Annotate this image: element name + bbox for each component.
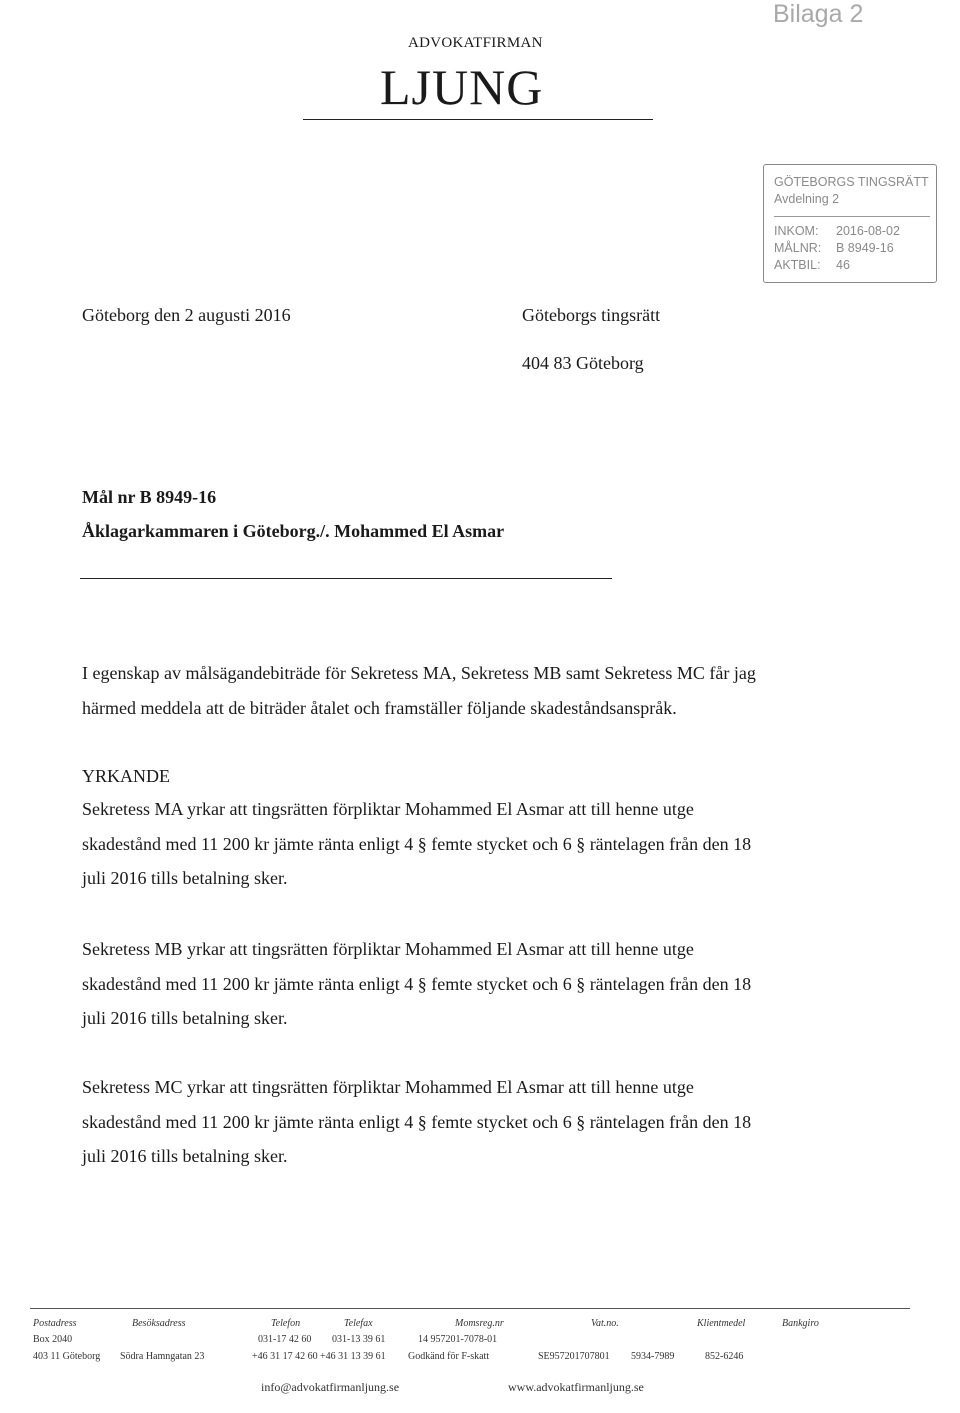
stamp-value: B 8949-16 [836, 241, 894, 255]
claim-paragraph-mc [82, 1070, 751, 1174]
header-divider [303, 119, 653, 120]
stamp-value: 2016-08-02 [836, 224, 900, 238]
stamp-value: 46 [836, 258, 850, 272]
text-line: juli 2016 tills betalning sker. [82, 1146, 288, 1166]
claim-paragraph-ma [82, 792, 751, 896]
recipient-address: 404 83 Göteborg [522, 353, 644, 373]
footer-phone-intl: +46 31 17 42 60 [252, 1351, 318, 1362]
case-parties [82, 521, 504, 542]
footer-postal-city: 403 11 Göteborg [33, 1351, 101, 1362]
text-line: skadestånd med 11 200 kr jämte ränta enligt 4 § femte stycket och 6 § räntelagen från den 18 [82, 833, 752, 854]
text-line: juli 2016 tills betalning sker. [82, 868, 288, 888]
stamp-department: Avdelning 2 [774, 192, 840, 206]
text-line: Sekretess MC yrkar att tingsrätten förpliktar Mohammed El Asmar att till henne utge [82, 1077, 694, 1097]
footer-bankgiro-number: 852-6246 [705, 1351, 744, 1362]
stamp-row-case-number [774, 241, 894, 255]
stamp-row-attachment [774, 258, 850, 272]
footer-tax-status: Godkänd för F-skatt [408, 1351, 490, 1362]
recipient-name: Göteborgs tingsrätt [522, 305, 661, 325]
footer-postal-box: Box 2040 [33, 1334, 73, 1345]
footer-visit-address: Södra Hamngatan 23 [120, 1351, 205, 1362]
stamp-key: INKOM: [774, 224, 819, 238]
footer-vat-registration: 14 957201-7078-01 [418, 1334, 498, 1345]
intro-paragraph [82, 656, 756, 725]
footer-client-funds-account: 5934-7989 [631, 1351, 675, 1362]
attachment-label: Bilaga 2 [773, 0, 864, 28]
footer-fax-intl: +46 31 13 39 61 [320, 1351, 386, 1362]
firm-subtitle: ADVOKATFIRMAN [408, 35, 543, 51]
text-line: I egenskap av målsägandebiträde för Sekretess MA, Sekretess MB samt Sekretess MC får jag [82, 663, 756, 683]
case-heading-divider [80, 578, 612, 579]
place-date: Göteborg den 2 augusti 2016 [82, 305, 291, 325]
stamp-court: GÖTEBORGS TINGSRÄTT [774, 175, 929, 189]
court-received-stamp [763, 164, 937, 283]
stamp-key: AKTBIL: [774, 258, 821, 272]
text-line: skadestånd med 11 200 kr jämte ränta enligt 4 § femte stycket och 6 § räntelagen från den 18 [82, 973, 752, 994]
footer-vat-number: SE957201707801 [538, 1351, 610, 1362]
text-line: Sekretess MB yrkar att tingsrätten förpliktar Mohammed El Asmar att till henne utge [82, 939, 694, 959]
text-line: juli 2016 tills betalning sker. [82, 1008, 288, 1028]
stamp-key: MÅLNR: [774, 241, 822, 255]
footer-header-client-funds: Klientmedel [697, 1318, 746, 1329]
text-line: härmed meddela att de biträder åtalet och framställer följande skadeståndsanspråk. [82, 697, 677, 718]
footer-phone-local: 031-17 42 60 [258, 1334, 312, 1345]
footer-header-vatno: Vat.no. [591, 1318, 619, 1329]
case-number: Mål nr B 8949-16 [82, 487, 217, 507]
case-prosecutor: Åklagarkammaren i Göteborg [82, 521, 316, 541]
firm-name: LJUNG [380, 59, 544, 115]
footer-header-bankgiro: Bankgiro [782, 1318, 819, 1329]
footer-header-fax: Telefax [344, 1318, 373, 1329]
footer-header-vatreg: Momsreg.nr [455, 1318, 504, 1329]
footer-header-postal: Postadress [33, 1318, 77, 1329]
footer-fax-local: 031-13 39 61 [332, 1334, 386, 1345]
section-heading: YRKANDE [82, 766, 170, 786]
footer-website-link[interactable]: www.advokatfirmanljung.se [508, 1380, 644, 1394]
stamp-divider [774, 216, 930, 217]
text-line: skadestånd med 11 200 kr jämte ränta enligt 4 § femte stycket och 6 § räntelagen från den 18 [82, 1111, 752, 1132]
footer-header-visit: Besöksadress [132, 1318, 186, 1329]
case-defendant: ./. Mohammed El Asmar [315, 521, 505, 541]
footer-email-link[interactable]: info@advokatfirmanljung.se [261, 1380, 400, 1394]
text-line: Sekretess MA yrkar att tingsrätten förpliktar Mohammed El Asmar att till henne utge [82, 799, 694, 819]
footer-divider [30, 1308, 910, 1309]
claim-paragraph-mb [82, 932, 751, 1036]
footer-header-phone: Telefon [271, 1318, 301, 1329]
stamp-row-received [774, 224, 900, 238]
